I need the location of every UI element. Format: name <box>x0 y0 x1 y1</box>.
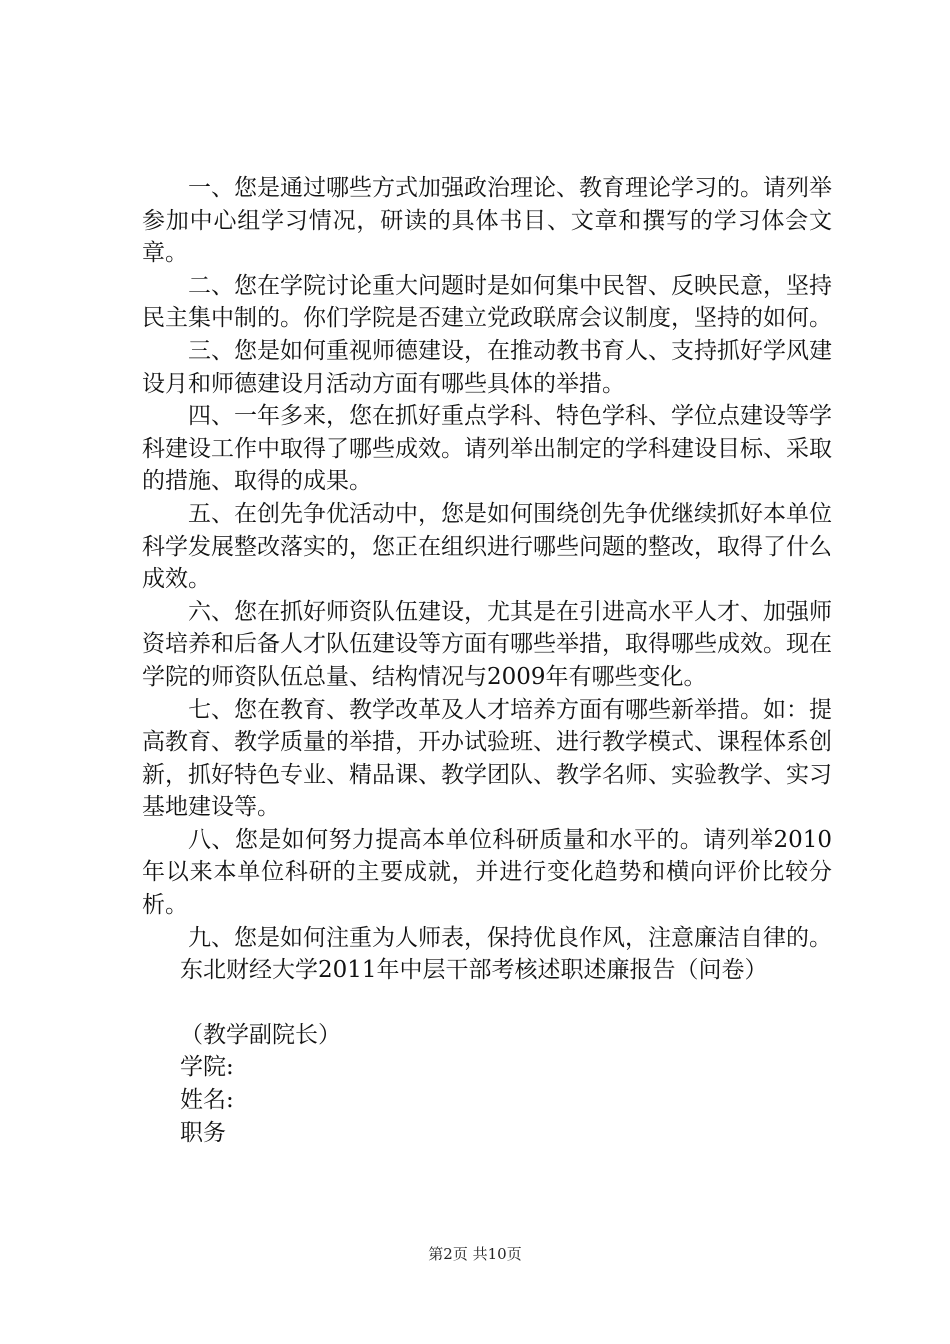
role-label: （教学副院长） <box>180 1021 341 1048</box>
report-title: 东北财经大学2011年中层干部考核述职述廉报告（问卷） <box>180 957 768 984</box>
college-field: 学院: <box>180 1054 234 1081</box>
name-field: 姓名: <box>180 1087 234 1114</box>
page-footer: 第2页 共10页 <box>428 1245 522 1263</box>
document-body <box>142 172 832 1149</box>
question-6: 六、您在抓好师资队伍建设，尤其是在引进高水平人才、加强师资培养和后备人才队伍建设等方面有哪些举措，取得哪些成效。现在学院的师资队伍总量、结构情况与2009年有哪些变化。 <box>142 598 832 690</box>
question-3: 三、您是如何重视师德建设，在推动教书育人、支持抓好学风建设月和师德建设月活动方面有哪些具体的举措。 <box>142 337 832 397</box>
question-5: 五、在创先争优活动中，您是如何围绕创先争优继续抓好本单位科学发展整改落实的，您正在组织进行哪些问题的整改，取得了什么成效。 <box>142 500 832 593</box>
question-4: 四、一年多来，您在抓好重点学科、特色学科、学位点建设等学科建设工作中取得了哪些成效。请列举出制定的学科建设目标、采取的措施、取得的成果。 <box>142 403 832 495</box>
question-1: 一、您是通过哪些方式加强政治理论、教育理论学习的。请列举参加中心组学习情况，研读的具体书目、文章和撰写的学习体会文章。 <box>142 175 832 267</box>
question-7: 七、您在教育、教学改革及人才培养方面有哪些新举措。如：提高教育、教学质量的举措，开办试验班、进行教学模式、课程体系创新，抓好特色专业、精品课、教学团队、教学名师、实验教学、实习基地建设等。 <box>142 696 832 821</box>
position-field: 职务 <box>180 1119 226 1146</box>
question-9: 九、您是如何注重为人师表，保持优良作风，注意廉洁自律的。 <box>188 924 832 951</box>
spacer <box>142 987 832 1019</box>
question-8: 八、您是如何努力提高本单位科研质量和水平的。请列举2010年以来本单位科研的主要成就，并进行变化趋势和横向评价比较分析。 <box>142 826 832 919</box>
question-2: 二、您在学院讨论重大问题时是如何集中民智、反映民意，坚持民主集中制的。你们学院是否建立党政联席会议制度，坚持的如何。 <box>142 272 832 332</box>
